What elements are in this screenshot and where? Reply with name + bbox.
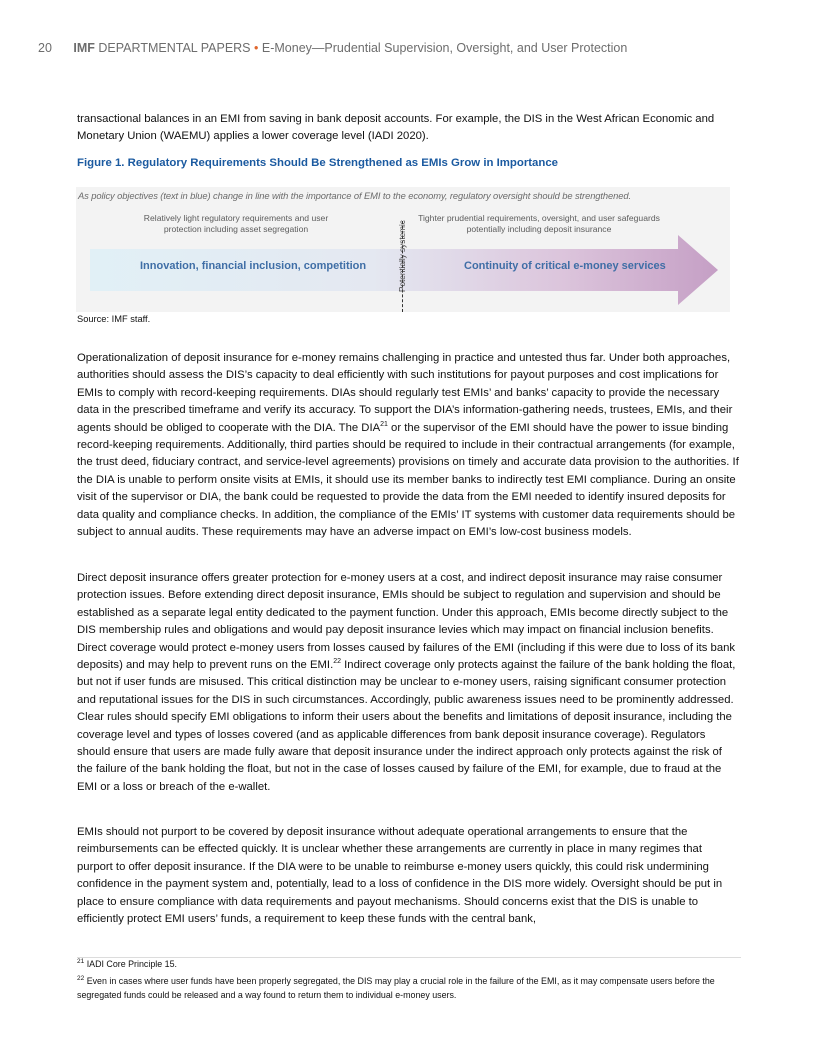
header-separator: • bbox=[254, 41, 259, 55]
running-header bbox=[38, 41, 627, 55]
paragraph-text: Direct deposit insurance offers greater protection for e-money users at a cost, and indirect deposit insurance may raise consumer protection issues. Before extending direct deposit insurance, EMIs should be subject to regulation and supervision and should be established as a separate legal entity dedicated to the payment function. Under this approach, EMIs become directly subject to the DIS membership rules and obligations and would pay deposit insurance levies which may impact on financial inclusion benefits. Direct coverage would protect e-money users from losses caused by failures of the EMI (including if this were due to loss of its bank deposits) and may help to prevent runs on the EMI. bbox=[77, 572, 736, 672]
paragraph-text: or the supervisor of the EMI should have the power to issue binding record-keeping requirements. Additionally, third parties should be required to include in their contractual arrangements (for example, the trust deed, fiduciary contract, and service-level agreements) provisions on timely and accurate data provision to the authorities. If the DIA is unable to perform onsite visits at EMIs, it should use its member banks to indirectly test EMI compliance. During an onsite visit of the supervisor or DIA, the bank could be requested to provide the data from the EMI needed to identify insured deposits for data quality and compliance checks. In addition, the compliance of the EMIs’ IT systems with customer data requirements should be subject to annual audits. These requirements may have an adverse impact on EMI’s low-cost business models. bbox=[77, 421, 739, 539]
series-name: DEPARTMENTAL PAPERS bbox=[98, 41, 251, 55]
footnote-21 bbox=[77, 957, 741, 971]
figure-source: Source: IMF staff. bbox=[77, 314, 151, 324]
footnote-ref-21[interactable]: 21 bbox=[380, 420, 388, 428]
footnote-22 bbox=[77, 974, 741, 1002]
paragraph-operational-arrangements: EMIs should not purport to be covered by deposit insurance without adequate operational arrangements to ensure that the reimbursements can be effected quickly. It is unclear whether these arrangements are currently in place in many regimes that purport to offer deposit insurance. If the DIA were to be unable to reimburse e-money users quickly, this could risk undermining confidence in the payment system and, potentially, lead to a loss of confidence in the DIS more widely. Oversight should be put in place to ensure compliance with data requirements and payout mechanisms. Should concerns exist that the DIS is unable to efficiently protect EMI users’ funds, a requirement to keep these funds with the central bank, bbox=[77, 826, 723, 926]
paragraph-text: Indirect coverage only protects against the failure of the bank holding the float, but not if user funds are misused. This critical distinction may be unclear to e-money users, raising significant consumer protection and reputational issues for the DIS in such circumstances. Accordingly, public awareness issues need to be prominently addressed. Clear rules should specify EMI obligations to inform their users about the benefits and limitations of deposit insurance, including the coverage level and types of losses covered (and as applicable differences from bank deposit insurance coverage). Regulators should ensure that users are made fully aware that deposit insurance under the indirect approach only protects against the risk of the failure of the bank holding the float, but not in the case of losses caused by failure of the EMI, for example, due to fraud at the EMI or a loss or breach of the e-wallet. bbox=[77, 659, 736, 793]
right-policy-label: Continuity of critical e-money services bbox=[464, 260, 666, 272]
figure-caption: As policy objectives (text in blue) change in line with the importance of EMI to the economy, regulatory oversight should be strengthened. bbox=[78, 190, 632, 201]
paragraph-text: Operationalization of deposit insurance for e-money remains challenging in practice and untested thus far. Under both approaches, authorities should assess the DIS’s capacity to deal efficiently with such institutions for payout purposes and cost implications for EMIs to comply with record-keeping requirements. DIAs should regularly test EMIs’ and banks’ capacity to provide the necessary data in the prescribed timeframe and verify its accuracy. To support the DIA’s information-gathering needs, trustees, EMIs, and their agents should be obliged to cooperate with the DIA. The DIA bbox=[77, 352, 733, 434]
threshold-label: Potentially systemic bbox=[398, 220, 407, 292]
left-policy-label: Innovation, financial inclusion, competition bbox=[140, 260, 367, 272]
footnote-number: 22 bbox=[77, 975, 85, 982]
right-note: Tighter prudential requirements, oversight, and user safeguards potentially including deposit insurance bbox=[418, 213, 660, 234]
paragraph-deposit-insurance-operationalization bbox=[77, 350, 739, 541]
figure-1 bbox=[76, 187, 730, 312]
publisher-name: IMF bbox=[73, 41, 95, 55]
footnote-number: 21 bbox=[77, 958, 85, 965]
footnote-ref-22[interactable]: 22 bbox=[333, 658, 342, 666]
left-note: Relatively light regulatory requirements and user protection including asset segregation bbox=[143, 213, 329, 234]
paper-title: E-Money—Prudential Supervision, Oversight, and User Protection bbox=[261, 41, 628, 55]
page-number: 20 bbox=[38, 41, 52, 55]
footnote-text: Even in cases where user funds have been properly segregated, the DIS may play a crucial role in the failure of the EMI, as it may compensate users before the segregated funds could be released and a way found to return them to individual e-money users. bbox=[77, 976, 715, 1000]
intro-paragraph: transactional balances in an EMI from saving in bank deposit accounts. For example, the DIS in the West African Economic and Monetary Union (WAEMU) applies a lower coverage level (IADI 2020). bbox=[77, 113, 715, 143]
footnote-text: IADI Core Principle 15. bbox=[84, 959, 177, 969]
figure-title: Figure 1. Regulatory Requirements Should Be Strengthened as EMIs Grow in Importance bbox=[77, 157, 559, 169]
paragraph-direct-vs-indirect bbox=[77, 570, 739, 796]
